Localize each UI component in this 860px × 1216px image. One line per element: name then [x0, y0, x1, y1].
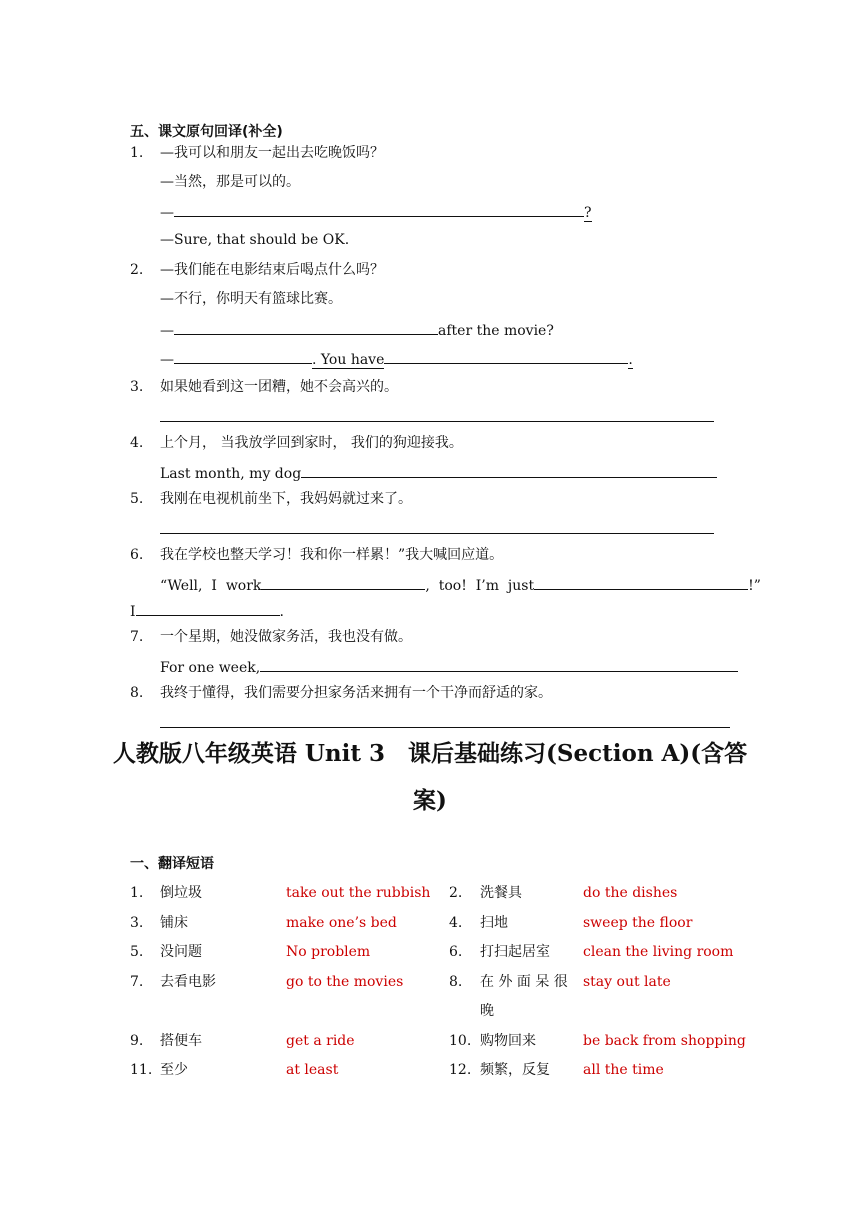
answer-blank[interactable]: [534, 575, 748, 590]
question-text: 我终于懂得，我们需要分担家务活来拥有一个干净而舒适的家。: [160, 685, 552, 701]
question-text: 我在学校也整天学习！我和你一样累！”我大喊回应道。: [160, 547, 504, 563]
answer-line: [160, 320, 554, 340]
question-text: 我刚在电视机前坐下，我妈妈就过来了。: [160, 491, 412, 507]
prompt-text: Last month, my dog: [160, 466, 302, 482]
vocab-chinese: 打扫起居室: [480, 944, 550, 960]
answer-blank[interactable]: [384, 349, 628, 364]
prompt-text: I: [130, 604, 136, 620]
vocab-chinese: 洗餐具: [480, 885, 522, 901]
answer-line: [160, 202, 592, 222]
vocab-answer: be back from shopping: [583, 1033, 746, 1049]
vocab-number: 7.: [130, 974, 144, 990]
answer-line: [160, 657, 738, 677]
punct: .: [279, 604, 284, 620]
vocab-number: 12.: [449, 1062, 472, 1078]
vocab-chinese: 去看电影: [160, 974, 216, 990]
vocab-number: 5.: [130, 944, 144, 960]
vocab-answer: stay out late: [583, 974, 671, 990]
item-number: 1.: [130, 145, 144, 161]
question-text: 一个星期，她没做家务活，我也没有做。: [160, 629, 412, 645]
vocab-answer: go to the movies: [286, 974, 404, 990]
mid-text: . You have: [312, 352, 385, 368]
question-text: —当然，那是可以的。: [160, 174, 300, 190]
answer-blank[interactable]: [260, 657, 738, 672]
question-text: —不行，你明天有篮球比赛。: [160, 291, 342, 307]
item-number: 4.: [130, 435, 144, 451]
item-number: 2.: [130, 262, 144, 278]
vocab-chinese-continued: 晚: [480, 1003, 494, 1019]
question-text: —Sure, that should be OK.: [160, 232, 350, 248]
answer-line: [130, 601, 284, 621]
vocab-chinese: 没问题: [160, 944, 202, 960]
dash: —: [160, 205, 174, 221]
question-text: —我可以和朋友一起出去吃晚饭吗？: [160, 145, 384, 161]
question-text: —我们能在电影结束后喝点什么吗？: [160, 262, 384, 278]
vocab-answer: make one’s bed: [286, 915, 397, 931]
answer-line: [160, 575, 761, 595]
vocab-chinese: 至少: [160, 1062, 188, 1078]
vocab-number: 8.: [449, 974, 463, 990]
item-number: 8.: [130, 685, 144, 701]
answer-blank[interactable]: [301, 463, 717, 478]
vocab-number: 4.: [449, 915, 463, 931]
section-heading: 一、翻译短语: [130, 856, 214, 872]
punct: .: [628, 352, 633, 368]
page-title: 人教版八年级英语 Unit 3 课后基础练习(Section A)(含答: [112, 740, 748, 767]
vocab-answer: all the time: [583, 1062, 664, 1078]
punct: !”: [748, 578, 761, 594]
page-title-continued: 案): [413, 787, 447, 814]
dash: —: [160, 352, 174, 368]
mid-text: , too! I’m just: [425, 578, 535, 594]
punct: ?: [584, 205, 592, 221]
question-text: 如果她看到这一团糟，她不会高兴的。: [160, 379, 398, 395]
vocab-answer: do the dishes: [583, 885, 678, 901]
vocab-chinese: 扫地: [480, 915, 508, 931]
dash: —: [160, 323, 174, 339]
vocab-number: 6.: [449, 944, 463, 960]
answer-blank[interactable]: [160, 727, 730, 728]
vocab-chinese: 倒垃圾: [160, 885, 202, 901]
vocab-answer: clean the living room: [583, 944, 734, 960]
section-heading: 五、课文原句回译(补全): [130, 124, 283, 140]
vocab-number: 11.: [130, 1062, 153, 1078]
answer-blank[interactable]: [160, 533, 714, 534]
after-text: after the movie?: [438, 323, 554, 339]
vocab-number: 3.: [130, 915, 144, 931]
vocab-answer: No problem: [286, 944, 371, 960]
question-text: 上个月， 当我放学回到家时， 我们的狗迎接我。: [160, 435, 463, 451]
answer-blank[interactable]: [261, 575, 425, 590]
vocab-answer: at least: [286, 1062, 339, 1078]
item-number: 6.: [130, 547, 144, 563]
answer-blank[interactable]: [174, 202, 584, 217]
vocab-number: 9.: [130, 1033, 144, 1049]
vocab-chinese: 搭便车: [160, 1033, 202, 1049]
prompt-text: For one week,: [160, 660, 261, 676]
answer-line: [160, 463, 717, 483]
item-number: 3.: [130, 379, 144, 395]
vocab-answer: take out the rubbish: [286, 885, 431, 901]
vocab-answer: get a ride: [286, 1033, 355, 1049]
answer-blank[interactable]: [136, 601, 280, 616]
vocab-chinese: 频繁，反复: [480, 1062, 550, 1078]
vocab-chinese: 在 外 面 呆 很: [480, 974, 568, 990]
vocab-answer: sweep the floor: [583, 915, 693, 931]
vocab-number: 1.: [130, 885, 144, 901]
vocab-number: 10.: [449, 1033, 472, 1049]
item-number: 7.: [130, 629, 144, 645]
prompt-text: “Well, I work: [160, 578, 262, 594]
answer-blank[interactable]: [174, 320, 438, 335]
answer-blank[interactable]: [160, 421, 714, 422]
item-number: 5.: [130, 491, 144, 507]
vocab-chinese: 铺床: [160, 915, 188, 931]
answer-blank[interactable]: [174, 349, 312, 364]
answer-line: [160, 349, 633, 369]
vocab-chinese: 购物回来: [480, 1033, 536, 1049]
vocab-number: 2.: [449, 885, 463, 901]
